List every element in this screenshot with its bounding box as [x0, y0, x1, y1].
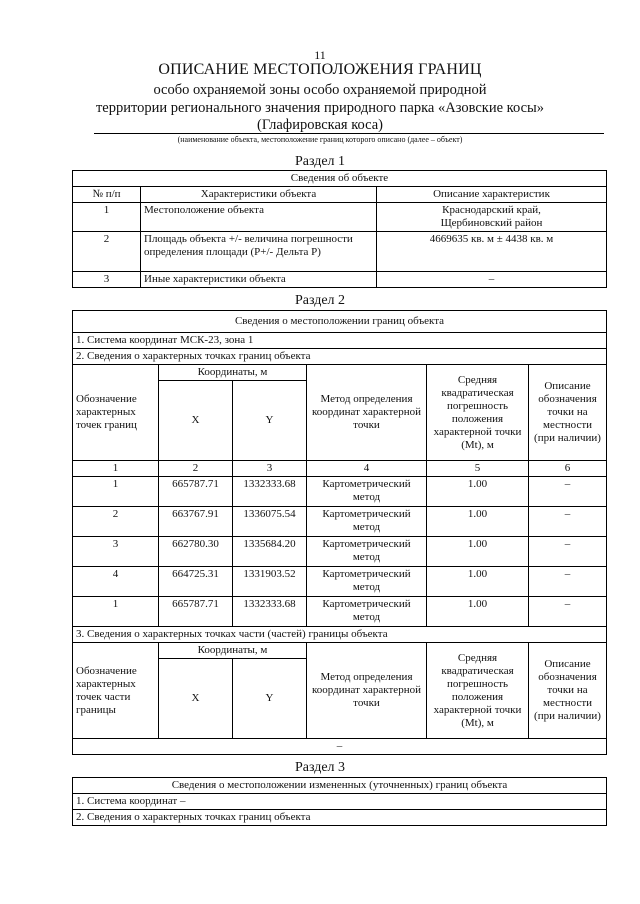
row-3-description: –	[377, 272, 607, 288]
col-error-header: Средняя квадратическая погрешность положения характерной точки (Mt), м	[427, 365, 529, 461]
point-row	[73, 597, 607, 627]
row-2-number: 2	[73, 232, 141, 272]
col-coords-header: Координаты, м	[159, 365, 307, 381]
col-point-part-header: Обозначение характерных точек части границы	[73, 643, 159, 739]
section-3-table	[72, 777, 607, 826]
page-number: 11	[314, 48, 326, 62]
parts-title-row: 3. Сведения о характерных точках части (частей) границы объекта	[73, 627, 607, 643]
section-1-table-title: Сведения об объекте	[73, 171, 607, 187]
row-1-number: 1	[73, 203, 141, 232]
point-y: 1336075.54	[233, 507, 307, 537]
section-2-table-title: Сведения о местоположении границ объекта	[73, 311, 607, 333]
section-1-table	[72, 170, 607, 288]
point-y: 1335684.20	[233, 537, 307, 567]
col-y-header-2: Y	[233, 659, 307, 739]
point-method: Картометрический метод	[307, 477, 427, 507]
section-3-row-1: 1. Система координат –	[73, 794, 607, 810]
col-coords-header-2: Координаты, м	[159, 643, 307, 659]
section-3-row-2: 2. Сведения о характерных точках границ объекта	[73, 810, 607, 826]
point-x: 662780.30	[159, 537, 233, 567]
col-number-4: 4	[307, 461, 427, 477]
col-number-2: 2	[159, 461, 233, 477]
point-y: 1332333.68	[233, 597, 307, 627]
point-desc: –	[529, 477, 607, 507]
row-2-characteristic: Площадь объекта +/- величина погрешности определения площади (Р+/- Дельта Р)	[141, 232, 377, 272]
col-point-header: Обозначение характерных точек границ	[73, 365, 159, 461]
point-x: 665787.71	[159, 477, 233, 507]
col-y-header: Y	[233, 381, 307, 461]
header-number: № п/п	[73, 187, 141, 203]
point-desc: –	[529, 567, 607, 597]
point-mt: 1.00	[427, 477, 529, 507]
col-method-header-2: Метод определения координат характерной точки	[307, 643, 427, 739]
col-error-header-2: Средняя квадратическая погрешность положения характерной точки (Mt), м	[427, 643, 529, 739]
row-3-characteristic: Иные характеристики объекта	[141, 272, 377, 288]
point-id: 3	[73, 537, 159, 567]
point-method: Картометрический метод	[307, 507, 427, 537]
section-3-table-title: Сведения о местоположении измененных (уточненных) границ объекта	[73, 778, 607, 794]
point-x: 665787.71	[159, 597, 233, 627]
point-row	[73, 567, 607, 597]
col-method-header: Метод определения координат характерной точки	[307, 365, 427, 461]
point-desc: –	[529, 537, 607, 567]
header-characteristic: Характеристики объекта	[141, 187, 377, 203]
point-desc: –	[529, 597, 607, 627]
point-method: Картометрический метод	[307, 567, 427, 597]
col-desc-header: Описание обозначения точки на местности (при наличии)	[529, 365, 607, 461]
coord-system-row: 1. Система координат МСК-23, зона 1	[73, 333, 607, 349]
point-row	[73, 537, 607, 567]
row-3-number: 3	[73, 272, 141, 288]
section-3-heading: Раздел 3	[294, 760, 346, 775]
col-number-5: 5	[427, 461, 529, 477]
point-mt: 1.00	[427, 567, 529, 597]
col-x-header-2: X	[159, 659, 233, 739]
point-id: 1	[73, 597, 159, 627]
point-mt: 1.00	[427, 507, 529, 537]
point-method: Картометрический метод	[307, 537, 427, 567]
row-2-description: 4669635 кв. м ± 4438 кв. м	[377, 232, 607, 272]
parts-empty-row: –	[73, 739, 607, 755]
title-underline	[94, 133, 604, 134]
point-id: 4	[73, 567, 159, 597]
section-2-heading: Раздел 2	[294, 293, 346, 308]
subtitle-line-3: (Глафировская коса)	[257, 117, 383, 133]
points-title-row: 2. Сведения о характерных точках границ объекта	[73, 349, 607, 365]
point-mt: 1.00	[427, 597, 529, 627]
point-id: 1	[73, 477, 159, 507]
col-desc-header-2: Описание обозначения точки на местности (при наличии)	[529, 643, 607, 739]
col-x-header: X	[159, 381, 233, 461]
section-2-table	[72, 310, 607, 755]
header-description: Описание характеристик	[377, 187, 607, 203]
point-method: Картометрический метод	[307, 597, 427, 627]
point-row	[73, 477, 607, 507]
point-id: 2	[73, 507, 159, 537]
section-1-heading: Раздел 1	[294, 154, 346, 169]
col-number-1: 1	[73, 461, 159, 477]
col-number-3: 3	[233, 461, 307, 477]
point-y: 1331903.52	[233, 567, 307, 597]
point-x: 663767.91	[159, 507, 233, 537]
row-1-characteristic: Местоположение объекта	[141, 203, 377, 232]
point-desc: –	[529, 507, 607, 537]
subtitle-line-2: территории регионального значения природного парка «Азовские косы»	[95, 100, 545, 116]
point-row	[73, 507, 607, 537]
document-title: ОПИСАНИЕ МЕСТОПОЛОЖЕНИЯ ГРАНИЦ	[158, 61, 482, 78]
title-caption: (наименование объекта, местоположение границ которого описано (далее – объект)	[177, 135, 463, 144]
point-y: 1332333.68	[233, 477, 307, 507]
col-number-6: 6	[529, 461, 607, 477]
point-x: 664725.31	[159, 567, 233, 597]
point-mt: 1.00	[427, 537, 529, 567]
subtitle-line-1: особо охраняемой зоны особо охраняемой природной	[153, 82, 487, 98]
row-1-description: Краснодарский край, Щербиновский район	[377, 203, 607, 232]
